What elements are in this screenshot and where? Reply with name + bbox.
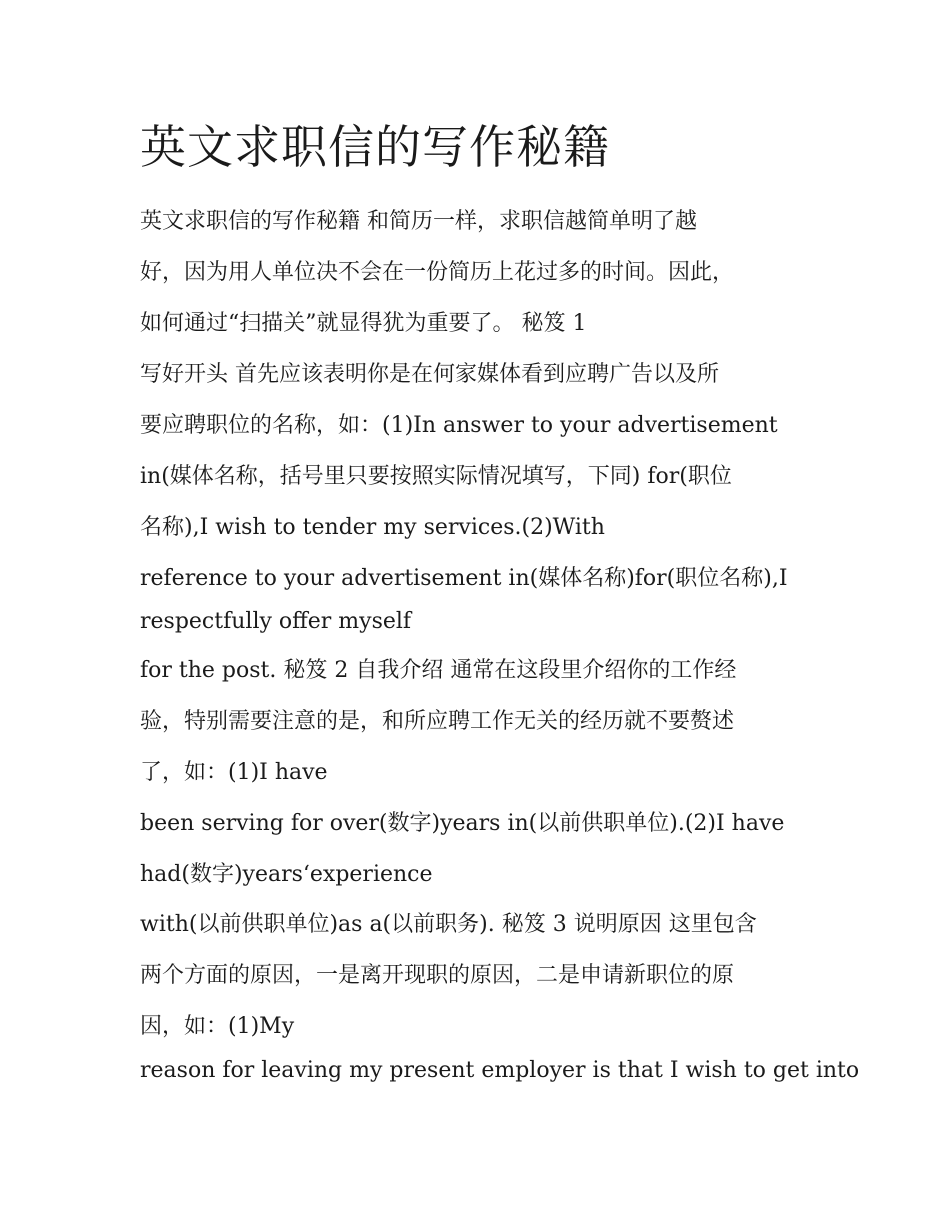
body-line: 了，如：(1)I have (140, 760, 328, 785)
body-line: 好，因为用人单位决不会在一份简历上花过多的时间。因此， (140, 260, 735, 285)
body-line: in(媒体名称，括号里只要按照实际情况填写，下同) for(职位 (140, 464, 732, 489)
body-line: 因，如：(1)My (140, 1014, 295, 1039)
body-line: 英文求职信的写作秘籍 和简历一样，求职信越简单明了越 (140, 209, 697, 234)
body-line: 两个方面的原因，一是离开现职的原因，二是申请新职位的原 (140, 963, 735, 988)
body-line: had(数字)years‘experience (140, 862, 433, 887)
body-line: 验，特别需要注意的是，和所应聘工作无关的经历就不要赘述 (140, 709, 735, 734)
document-title: 英文求职信的写作秘籍 (140, 120, 610, 174)
body-line: 名称),I wish to tender my services.(2)With (140, 515, 605, 540)
body-line: reason for leaving my present employer is that I wish to get into (140, 1058, 860, 1083)
body-line: been serving for over(数字)years in(以前供职单位).(2)I have (140, 811, 785, 836)
body-line: 如何通过“扫描关”就显得犹为重要了。 秘笈 1 (140, 311, 587, 336)
body-line: 要应聘职位的名称，如：(1)In answer to your advertisement (140, 413, 778, 438)
body-line: 写好开头 首先应该表明你是在何家媒体看到应聘广告以及所 (140, 362, 719, 387)
body-line: reference to your advertisement in(媒体名称)for(职位名称),I (140, 566, 788, 591)
body-line: respectfully offer myself (140, 609, 412, 634)
body-line: with(以前供职单位)as a(以前职务). 秘笈 3 说明原因 这里包含 (140, 912, 757, 937)
body-line: for the post. 秘笈 2 自我介绍 通常在这段里介绍你的工作经 (140, 658, 737, 683)
